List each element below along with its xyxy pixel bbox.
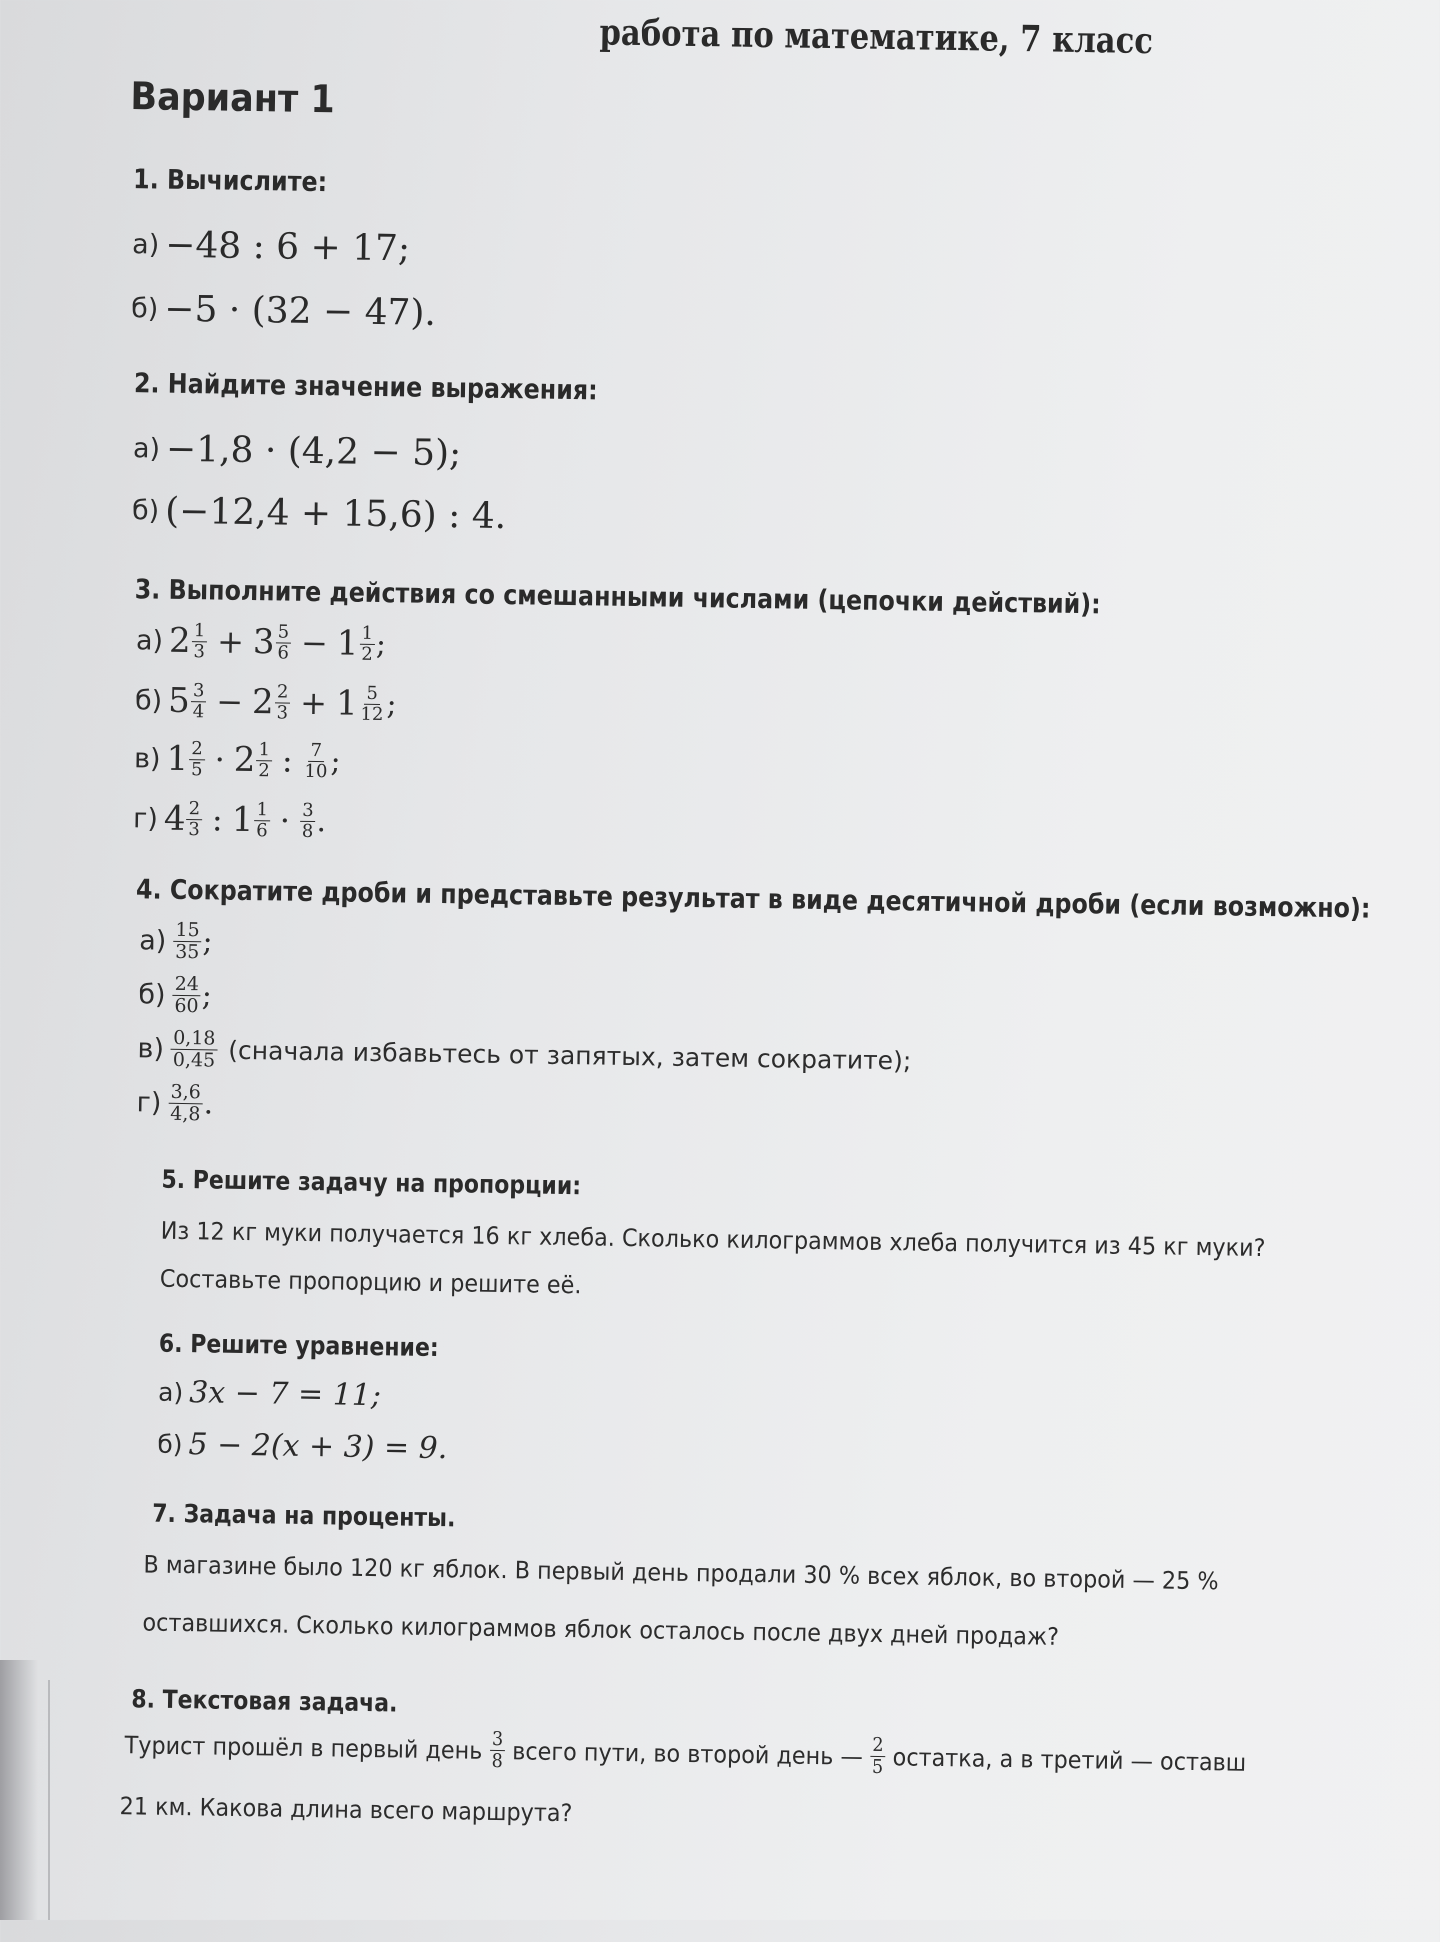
operator: − xyxy=(300,623,329,663)
item-label: а) xyxy=(138,925,167,957)
item-label: а) xyxy=(135,624,164,657)
task3-item-d: г) 4 $\frac{2}{3}$ : 1 $\frac{1}{6}$ · $\frac{3}{8}$ . xyxy=(132,797,327,842)
page-header-title: работа по математике, 7 класс xyxy=(599,11,1154,63)
item-label: б) xyxy=(130,293,159,325)
operator: + xyxy=(299,683,328,723)
task3-title: 3. Выполните действия со смешанными числами (цепочки действий): xyxy=(134,574,1101,621)
photo-edge-line xyxy=(48,1680,50,1920)
item-label: а) xyxy=(132,433,161,465)
item-label: б) xyxy=(134,684,163,717)
fraction: $\frac{15}{35}$ xyxy=(174,918,200,964)
operator: · xyxy=(214,740,226,779)
item-label: а) xyxy=(157,1377,184,1408)
fraction: $\frac{7}{10}$ xyxy=(304,739,328,782)
task8-text-part2: всего пути, во второй день — xyxy=(512,1736,864,1771)
task4-item-a: а) $\frac{15}{35}$ ; xyxy=(138,918,213,964)
fraction: $\frac{3}{8}$ xyxy=(301,799,314,842)
task8-text-part3: остатка, а в третий — оставш xyxy=(892,1742,1247,1777)
task2-title: 2. Найдите значение выражения: xyxy=(133,368,598,407)
task7-text-line1: В магазине было 120 кг яблок. В первый день продали 30 % всех яблок, во второй — 25 % xyxy=(143,1550,1219,1596)
task1-title: 1. Вычислите: xyxy=(132,164,328,199)
fraction: $\frac{0,18}{0,45}$ xyxy=(172,1026,216,1072)
task4-item-b: б) $\frac{24}{60}$ ; xyxy=(138,972,213,1018)
task5-title: 5. Решите задачу на пропорции: xyxy=(161,1164,582,1201)
item-label: б) xyxy=(131,495,160,527)
task8-text-part1: Турист прошёл в первый день xyxy=(124,1730,483,1765)
mixed-number: 4 $\frac{2}{3}$ xyxy=(163,797,201,840)
item-label: г) xyxy=(132,802,159,835)
task8-text-line1 xyxy=(124,1724,1246,1783)
math-expression: (−12,4 + 15,6) : 4. xyxy=(164,490,507,538)
task5-text-line2: Составьте пропорцию и решите её. xyxy=(159,1264,582,1300)
operator: : xyxy=(211,800,224,839)
item-label: б) xyxy=(157,1429,183,1460)
photo-edge-shadow xyxy=(0,1660,38,1920)
mixed-number: 3 $\frac{5}{6}$ xyxy=(252,620,290,664)
task3-item-b: б) 5 $\frac{3}{4}$ − 2 $\frac{2}{3}$ + 1 $\frac{5}{12}$ ; xyxy=(134,679,397,725)
mixed-number: 1 $\frac{1}{6}$ xyxy=(231,798,269,841)
mixed-number: 2 $\frac{2}{3}$ xyxy=(251,680,289,724)
task4-title: 4. Сократите дроби и представьте результат в виде десятичной дроби (если возможно): xyxy=(135,874,1371,925)
task8-text-line2: 21 км. Какова длина всего маршрута? xyxy=(119,1792,573,1828)
task4-c-note: (сначала избавьтесь от запятых, затем сократите); xyxy=(228,1035,912,1076)
task6-item-a xyxy=(158,1375,381,1413)
math-expression: 3x − 7 = 11; xyxy=(188,1375,382,1414)
fraction: $\frac{3}{8}$ xyxy=(491,1727,504,1773)
item-label: в) xyxy=(133,742,161,775)
math-expression: −5 · (32 − 47). xyxy=(164,288,437,334)
task6-title: 6. Решите уравнение: xyxy=(158,1328,439,1363)
task5-text-line1: Из 12 кг муки получается 16 кг хлеба. Сколько килограммов хлеба получится из 45 кг муки? xyxy=(160,1216,1266,1263)
mixed-number: 2 $\frac{1}{2}$ xyxy=(233,738,271,781)
task4-item-d: г) $\frac{3,6}{4,8}$ . xyxy=(136,1080,214,1126)
task2-item-a xyxy=(133,428,462,474)
item-label: г) xyxy=(136,1087,162,1119)
mixed-number: 2 $\frac{1}{3}$ xyxy=(168,619,206,662)
fraction: $\frac{24}{60}$ xyxy=(174,972,200,1018)
item-label: в) xyxy=(137,1033,165,1065)
mixed-number: 1 $\frac{5}{12}$ xyxy=(335,682,384,725)
operator: · xyxy=(279,801,291,840)
operator: − xyxy=(215,682,244,721)
task7-title: 7. Задача на проценты. xyxy=(152,1498,456,1533)
math-expression: −1,8 · (4,2 − 5); xyxy=(165,428,462,475)
task1-item-a xyxy=(132,224,411,269)
task1-item-b xyxy=(131,288,436,334)
task8-title: 8. Текстовая задача. xyxy=(131,1684,398,1718)
task4-item-c xyxy=(137,1028,911,1081)
task2-item-b xyxy=(132,490,507,537)
math-expression: −48 : 6 + 17; xyxy=(164,224,411,270)
mixed-number: 5 $\frac{3}{4}$ xyxy=(167,679,205,722)
task3-item-a: а) 2 $\frac{1}{3}$ + 3 $\frac{5}{6}$ − 1 $\frac{1}{2}$ ; xyxy=(135,619,387,665)
mixed-number: 1 $\frac{1}{2}$ xyxy=(336,622,374,665)
item-label: б) xyxy=(138,979,166,1011)
task7-text-line2: оставшихся. Сколько килограммов яблок осталось после двух дней продаж? xyxy=(142,1608,1060,1651)
task3-item-c: в) 1 $\frac{2}{5}$ · 2 $\frac{1}{2}$ : $\frac{7}{10}$ ; xyxy=(133,737,341,782)
variant-title: Вариант 1 xyxy=(130,74,336,122)
fraction: $\frac{3,6}{4,8}$ xyxy=(170,1080,201,1126)
fraction: $\frac{2}{5}$ xyxy=(871,1733,884,1779)
task6-item-b xyxy=(157,1427,448,1467)
mixed-number: 1 $\frac{2}{5}$ xyxy=(166,737,203,780)
operator: : xyxy=(281,741,293,780)
item-label: а) xyxy=(131,229,160,261)
math-expression: 5 − 2(x + 3) = 9. xyxy=(188,1427,448,1467)
operator: + xyxy=(216,622,245,661)
